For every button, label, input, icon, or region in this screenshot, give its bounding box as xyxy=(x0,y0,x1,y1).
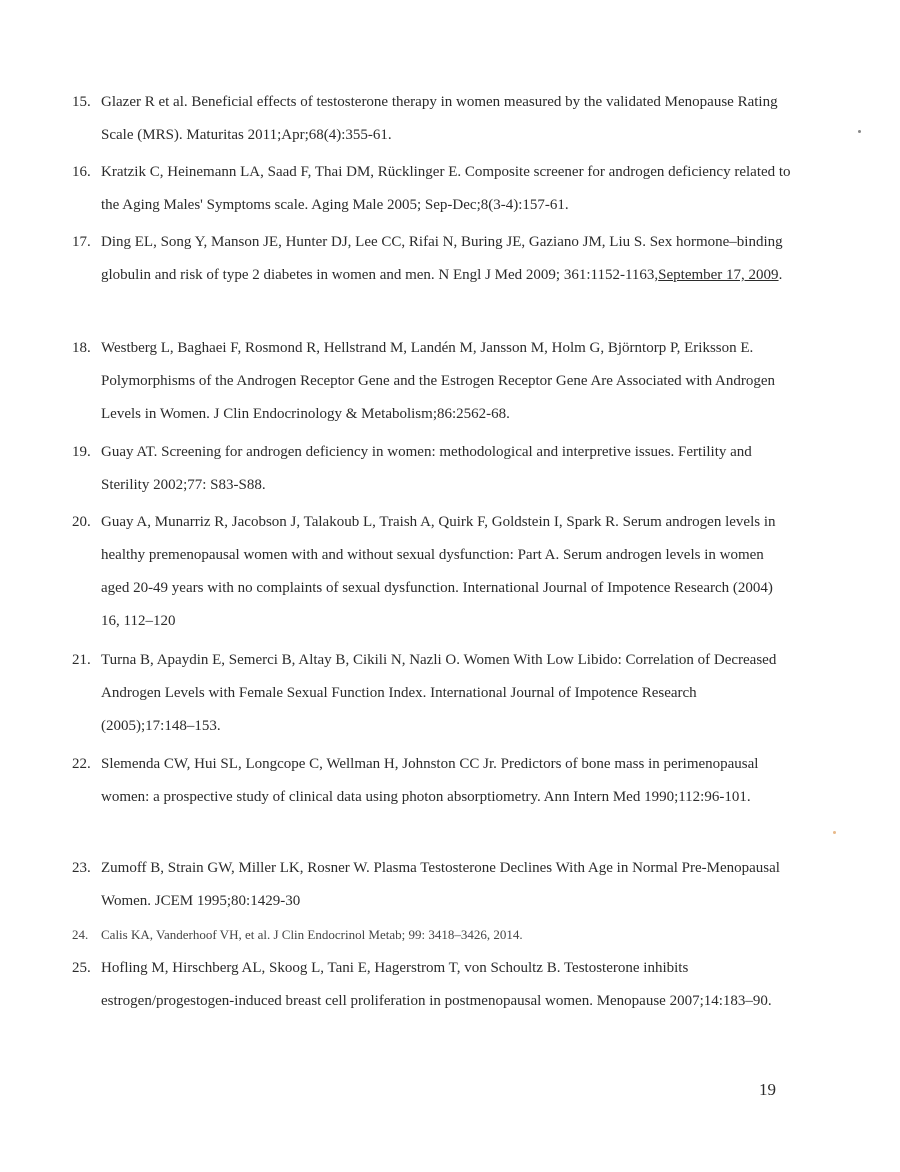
reference-19 xyxy=(72,436,792,502)
reference-text: Slemenda CW, Hui SL, Longcope C, Wellman H, Johnston CC Jr. Predictors of bone mass in perimenopausal women: a prospective study of clinical data using photon absorptiometry. Ann Intern Med 1990;112:96-101. xyxy=(101,756,759,805)
reference-16 xyxy=(72,156,792,222)
reference-number: 22. xyxy=(72,756,91,772)
page-number: 19 xyxy=(759,1080,776,1099)
reference-17 xyxy=(72,226,792,292)
reference-number: 21. xyxy=(72,652,91,668)
scan-speck xyxy=(833,831,836,834)
reference-25 xyxy=(72,952,792,1018)
reference-number: 15. xyxy=(72,94,91,110)
reference-18 xyxy=(72,332,792,431)
reference-text: Ding EL, Song Y, Manson JE, Hunter DJ, Lee CC, Rifai N, Buring JE, Gaziano JM, Liu S. Sex hormone–binding globulin and risk of type 2 diabetes in women and men. N Engl J Med 2009; 361:1152-1163, xyxy=(101,234,783,283)
reference-date-link[interactable]: September 17, 2009 xyxy=(658,267,779,283)
reference-text: Guay A, Munarriz R, Jacobson J, Talakoub L, Traish A, Quirk F, Goldstein I, Spark R. Serum androgen levels in healthy premenopausal women with and without sexual dysfunction: Part A. Serum androgen levels in women aged 20-49 years with no complaints of sexual dysfunction. International Journal of Impotence Research (2004) 16, 112–120 xyxy=(101,514,776,629)
reference-number: 17. xyxy=(72,234,91,250)
reference-text: Calis KA, Vanderhoof VH, et al. J Clin Endocrinol Metab; 99: 3418–3426, 2014. xyxy=(101,927,523,942)
reference-text: Turna B, Apaydin E, Semerci B, Altay B, Cikili N, Nazli O. Women With Low Libido: Correlation of Decreased Androgen Levels with Female Sexual Function Index. International Journal of Impotence Research (2005);17:148–153. xyxy=(101,652,777,734)
reference-number: 18. xyxy=(72,340,91,356)
reference-15 xyxy=(72,86,792,152)
reference-tail: . xyxy=(778,267,783,283)
reference-text: Westberg L, Baghaei F, Rosmond R, Hellstrand M, Landén M, Jansson M, Holm G, Björntorp P, Eriksson E. Polymorphisms of the Androgen Receptor Gene and the Estrogen Receptor Gene Are Associated with Androgen Levels in Women. J Clin Endocrinology & Metabolism;86:2562-68. xyxy=(101,340,776,422)
reference-20 xyxy=(72,506,792,638)
reference-22 xyxy=(72,748,792,814)
reference-text: Guay AT. Screening for androgen deficiency in women: methodological and interpretive issues. Fertility and Sterility 2002;77: S83-S88. xyxy=(101,444,752,493)
reference-text: Hofling M, Hirschberg AL, Skoog L, Tani E, Hagerstrom T, von Schoultz B. Testosterone inhibits estrogen/progestogen-induced breast cell proliferation in postmenopausal women. Menopause 2007;14:183–90. xyxy=(101,960,772,1009)
reference-number: 19. xyxy=(72,444,91,460)
reference-text: Glazer R et al. Beneficial effects of testosterone therapy in women measured by the validated Menopause Rating Scale (MRS). Maturitas 2011;Apr;68(4):355-61. xyxy=(101,94,778,143)
reference-number: 23. xyxy=(72,860,91,876)
reference-text: Zumoff B, Strain GW, Miller LK, Rosner W. Plasma Testosterone Declines With Age in Normal Pre-Menopausal Women. JCEM 1995;80:1429-30 xyxy=(101,860,780,909)
reference-number: 16. xyxy=(72,164,91,180)
scan-speck xyxy=(858,130,861,133)
reference-text: Kratzik C, Heinemann LA, Saad F, Thai DM, Rücklinger E. Composite screener for androgen deficiency related to the Aging Males' Symptoms scale. Aging Male 2005; Sep-Dec;8(3-4):157-61. xyxy=(101,164,791,213)
reference-23 xyxy=(72,852,792,918)
reference-number: 20. xyxy=(72,514,91,530)
reference-number: 25. xyxy=(72,960,91,976)
reference-21 xyxy=(72,644,792,743)
reference-24 xyxy=(72,918,792,951)
reference-number: 24. xyxy=(72,927,89,942)
